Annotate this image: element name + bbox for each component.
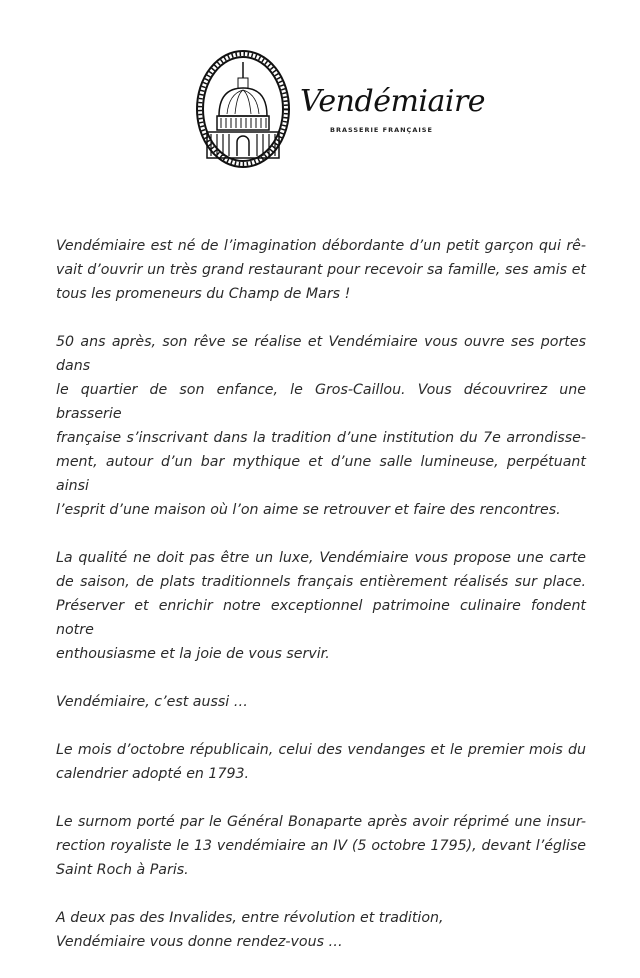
text-line: française s’inscrivant dans la tradition d’une institution du 7e arrondisse- bbox=[56, 430, 586, 446]
paragraph bbox=[56, 330, 586, 522]
brand-name: Vendémiaire bbox=[300, 84, 486, 119]
paragraph bbox=[56, 234, 586, 306]
text-line: ment, autour d’un bar mythique et d’une salle lumineuse, perpétuant ainsi bbox=[56, 454, 586, 494]
text-line: rection royaliste le 13 vendémiaire an IV (5 octobre 1795), devant l’église bbox=[56, 838, 586, 854]
text-line: Vendémiaire est né de l’imagination débordante d’un petit garçon qui rê- bbox=[56, 238, 586, 254]
text-line: Préserver et enrichir notre exceptionnel patrimoine culinaire fondent notre bbox=[56, 598, 586, 638]
text-line: vait d’ouvrir un très grand restaurant pour recevoir sa famille, ses amis et bbox=[56, 262, 586, 278]
text-line: calendrier adopté en 1793. bbox=[56, 766, 250, 782]
paragraph bbox=[56, 738, 586, 786]
text-line: 50 ans après, son rêve se réalise et Vendémiaire vous ouvre ses portes dans bbox=[56, 334, 586, 374]
paragraph bbox=[56, 690, 586, 714]
paragraph bbox=[56, 546, 586, 666]
text-line: de saison, de plats traditionnels français entièrement réalisés sur place. bbox=[56, 574, 586, 590]
text-line: le quartier de son enfance, le Gros-Caillou. Vous découvrirez une brasserie bbox=[56, 382, 586, 422]
text-line: Le mois d’octobre républicain, celui des vendanges et le premier mois du bbox=[56, 742, 586, 758]
paragraph bbox=[56, 810, 586, 882]
text-line: Vendémiaire, c’est aussi … bbox=[56, 694, 248, 710]
brand-tagline: BRASSERIE FRANÇAISE bbox=[330, 126, 433, 134]
text-line: A deux pas des Invalides, entre révolution et tradition, bbox=[56, 910, 444, 926]
text-line: Saint Roch à Paris. bbox=[56, 862, 189, 878]
body-text bbox=[56, 234, 586, 978]
dome-emblem-icon bbox=[193, 48, 293, 170]
paragraph bbox=[56, 906, 586, 954]
text-line: Vendémiaire vous donne rendez-vous … bbox=[56, 934, 343, 950]
text-line: l’esprit d’une maison où l’on aime se retrouver et faire des rencontres. bbox=[56, 502, 561, 518]
text-line: enthousiasme et la joie de vous servir. bbox=[56, 646, 330, 662]
text-line: tous les promeneurs du Champ de Mars ! bbox=[56, 286, 351, 302]
text-line: Le surnom porté par le Général Bonaparte après avoir réprimé une insur- bbox=[56, 814, 586, 830]
text-line: La qualité ne doit pas être un luxe, Vendémiaire vous propose une carte bbox=[56, 550, 586, 566]
